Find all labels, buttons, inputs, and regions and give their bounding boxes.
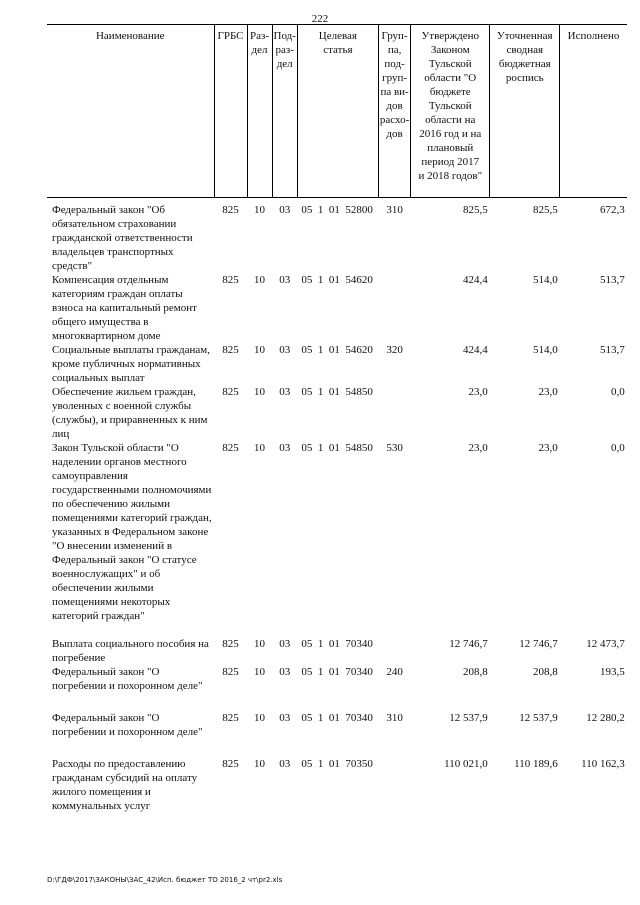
row-name: Закон Тульской области "О наделении органов местного самоуправления государственными полномочиями по обеспечению жилыми помещениями категорий граждан, указанных в Федеральном законе "О внесении изменений в Федеральный закон "О статусе военнослужащих" и об обеспечении жилыми помещениями некоторых категорий граждан": [52, 442, 212, 622]
spacer-row: [47, 623, 627, 637]
row-razdel: 10: [254, 712, 265, 724]
header-podrazdel: Под- раз- дел: [272, 25, 297, 198]
row-utverzhdeno: 825,5: [463, 204, 488, 216]
row-celevaya: 05 1 01 54850: [301, 442, 373, 454]
row-razdel: 10: [254, 666, 265, 678]
row-celevaya: 05 1 01 54620: [301, 344, 373, 356]
row-celevaya: 05 1 01 54850: [301, 386, 373, 398]
row-utverzhdeno: 424,4: [463, 274, 488, 286]
row-celevaya: 05 1 01 70350: [301, 758, 373, 770]
row-utverzhdeno: 12 746,7: [449, 638, 488, 650]
header-celevaya: Целевая статья: [297, 25, 378, 198]
row-utochnennaya: 514,0: [533, 274, 558, 286]
row-utverzhdeno: 12 537,9: [449, 712, 488, 724]
row-utochnennaya: 110 189,6: [514, 758, 558, 770]
row-podrazdel: 03: [279, 712, 291, 724]
row-name: Обеспечение жильем граждан, уволенных с военной службы (службы), и приравненных к ним лиц: [52, 386, 208, 440]
row-podrazdel: 03: [279, 638, 291, 650]
row-podrazdel: 03: [279, 204, 291, 216]
row-gruppa: 310: [386, 204, 403, 216]
row-podrazdel: 03: [279, 666, 291, 678]
file-path-footer: D:\ГДФ\2017\ЗАКОНЫ\ЗАС_42\Исп. бюджет ТО 2016_2 чт\pr2.xls: [47, 876, 283, 884]
row-ispolneno: 193,5: [600, 666, 625, 678]
row-razdel: 10: [254, 638, 265, 650]
row-name: Федеральный закон "Об обязательном страховании гражданской ответственности владельцев транспортных средств": [52, 204, 193, 272]
row-utochnennaya: 23,0: [538, 386, 558, 398]
row-gruppa: 530: [386, 442, 403, 454]
table-row: [47, 665, 627, 693]
row-name: Социальные выплаты гражданам, кроме публичных нормативных социальных выплат: [52, 344, 210, 384]
header-razdel: Раз- дел: [247, 25, 272, 198]
row-grbs: 825: [222, 204, 239, 216]
row-gruppa: [378, 757, 410, 813]
header-utochnennaya: Уточненная сводная бюджетная роспись: [490, 25, 560, 198]
row-utochnennaya: 514,0: [533, 344, 558, 356]
header-utverzhdeno: Утверждено Законом Тульской области "О бюджете Тульской области на 2016 год и на плановый период 2017 и 2018 годов": [411, 25, 490, 198]
row-razdel: 10: [254, 758, 265, 770]
row-name: Выплата социального пособия на погребение: [52, 638, 209, 664]
row-name: Федеральный закон "О погребении и похоронном деле": [52, 712, 203, 738]
table-row: [47, 198, 627, 274]
row-utverzhdeno: 23,0: [468, 386, 488, 398]
row-utverzhdeno: 208,8: [463, 666, 488, 678]
row-podrazdel: 03: [279, 274, 291, 286]
row-utochnennaya: 208,8: [533, 666, 558, 678]
row-gruppa: 240: [386, 666, 403, 678]
row-gruppa: 320: [386, 344, 403, 356]
row-celevaya: 05 1 01 70340: [301, 638, 373, 650]
row-name: Федеральный закон "О погребении и похоронном деле": [52, 666, 203, 692]
row-ispolneno: 0,0: [611, 386, 625, 398]
row-grbs: 825: [222, 386, 239, 398]
row-utverzhdeno: 23,0: [468, 442, 488, 454]
header-grbs: ГРБС: [214, 25, 247, 198]
row-ispolneno: 0,0: [611, 442, 625, 454]
row-celevaya: 05 1 01 52800: [301, 204, 373, 216]
spacer-row: [47, 739, 627, 757]
row-celevaya: 05 1 01 70340: [301, 666, 373, 678]
row-grbs: 825: [222, 712, 239, 724]
table-header-row: [47, 25, 627, 198]
table-row: [47, 273, 627, 343]
row-grbs: 825: [222, 758, 239, 770]
row-razdel: 10: [254, 386, 265, 398]
row-grbs: 825: [222, 344, 239, 356]
row-utochnennaya: 23,0: [538, 442, 558, 454]
table-row: [47, 343, 627, 385]
header-name: Наименование: [47, 25, 214, 198]
row-grbs: 825: [222, 442, 239, 454]
row-celevaya: 05 1 01 54620: [301, 274, 373, 286]
row-utochnennaya: 825,5: [533, 204, 558, 216]
table-row: [47, 637, 627, 665]
table-row: [47, 441, 627, 623]
row-utochnennaya: 12 537,9: [519, 712, 558, 724]
page-number: 222: [311, 13, 329, 25]
header-ispolneno: Исполнено: [560, 25, 627, 198]
row-utochnennaya: 12 746,7: [519, 638, 558, 650]
row-razdel: 10: [254, 344, 265, 356]
row-ispolneno: 110 162,3: [581, 758, 625, 770]
row-grbs: 825: [222, 666, 239, 678]
row-gruppa: 310: [386, 712, 403, 724]
row-gruppa: [378, 637, 410, 665]
header-gruppa: Груп- па, под- груп- па ви- дов расхо- дов: [378, 25, 410, 198]
row-gruppa: [378, 385, 410, 441]
row-gruppa: [378, 273, 410, 343]
row-podrazdel: 03: [279, 758, 291, 770]
spacer-row: [47, 693, 627, 711]
row-podrazdel: 03: [279, 344, 291, 356]
row-podrazdel: 03: [279, 442, 291, 454]
row-razdel: 10: [254, 204, 265, 216]
row-grbs: 825: [222, 274, 239, 286]
row-ispolneno: 12 280,2: [586, 712, 625, 724]
row-razdel: 10: [254, 274, 265, 286]
table-row: [47, 711, 627, 739]
row-utverzhdeno: 110 021,0: [444, 758, 488, 770]
row-name: Компенсация отдельным категориям граждан оплаты взноса на капитальный ремонт общего имущества в многоквартирном доме: [52, 274, 197, 342]
table-row: [47, 757, 627, 813]
row-celevaya: 05 1 01 70340: [301, 712, 373, 724]
row-grbs: 825: [222, 638, 239, 650]
row-utverzhdeno: 424,4: [463, 344, 488, 356]
row-ispolneno: 513,7: [600, 274, 625, 286]
budget-table: [47, 24, 627, 813]
row-ispolneno: 672,3: [600, 204, 625, 216]
row-ispolneno: 12 473,7: [586, 638, 625, 650]
row-name: Расходы по предоставлению гражданам субсидий на оплату жилого помещения и коммунальных услуг: [52, 758, 198, 812]
row-razdel: 10: [254, 442, 265, 454]
row-podrazdel: 03: [279, 386, 291, 398]
row-ispolneno: 513,7: [600, 344, 625, 356]
table-row: [47, 385, 627, 441]
